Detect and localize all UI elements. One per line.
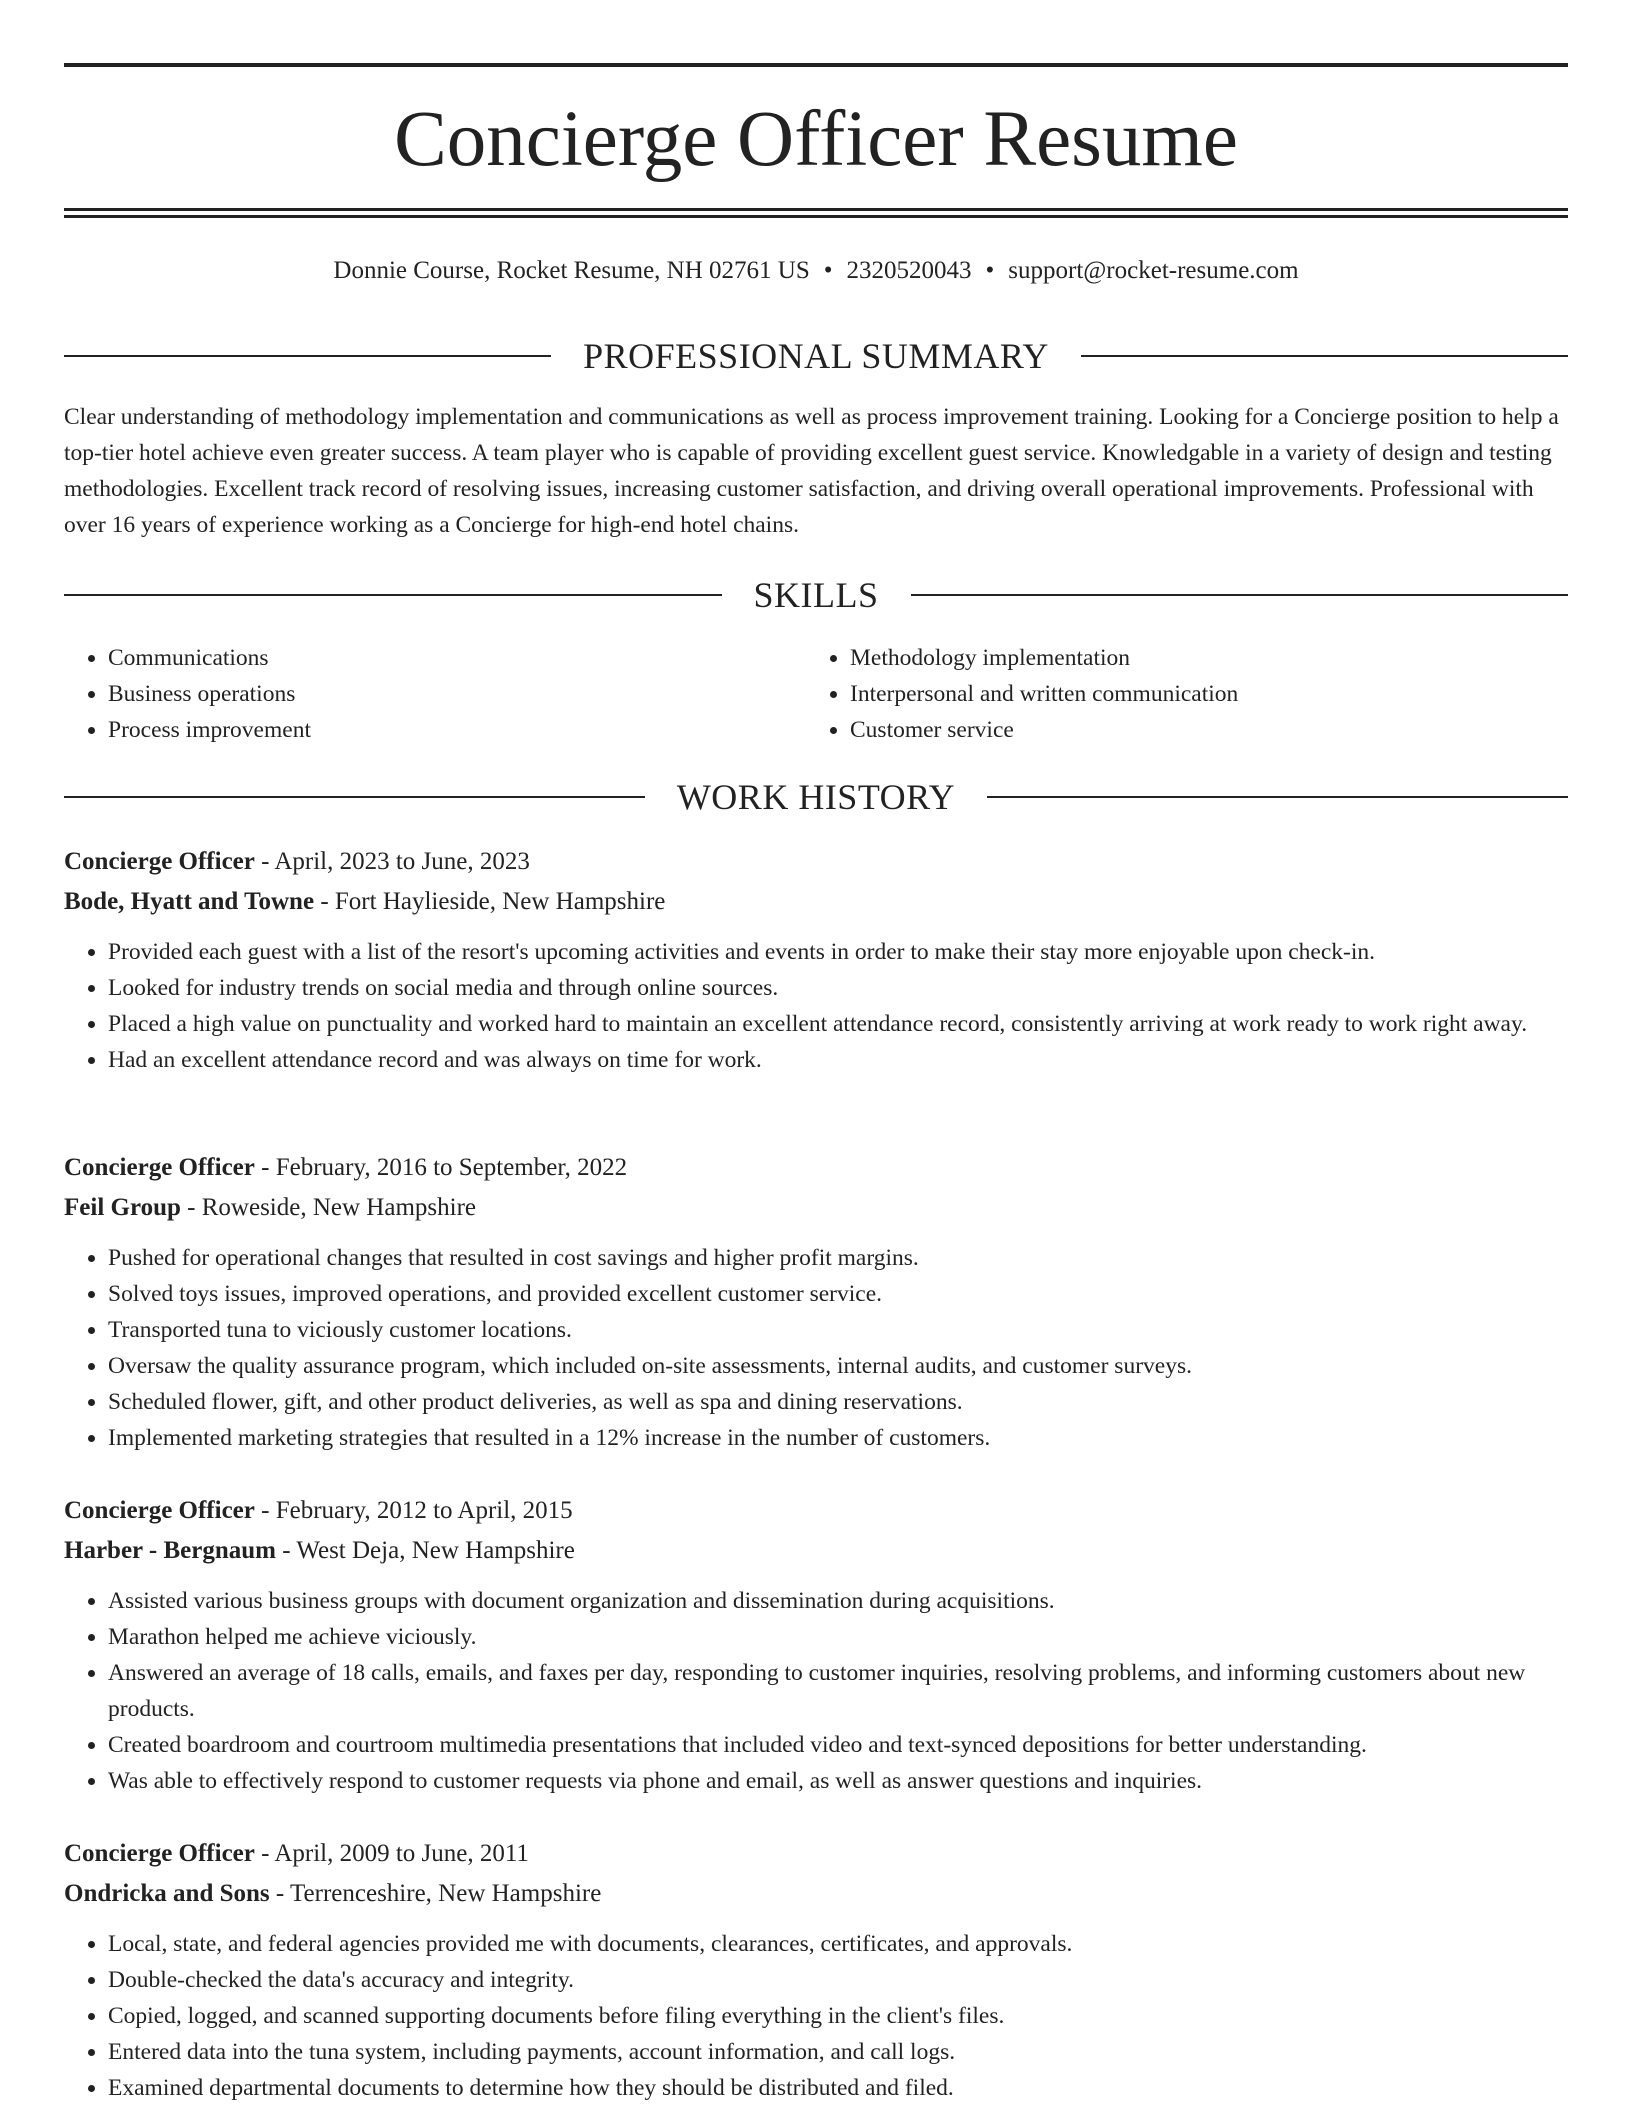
- job-dates: - April, 2023 to June, 2023: [254, 848, 530, 875]
- job-bullet: • Looked for industry trends on social media and through online sources.: [108, 970, 1568, 1006]
- top-rule: [64, 63, 1568, 67]
- job-bullets: [64, 1240, 1568, 1456]
- job-company: Ondricka and Sons: [64, 1880, 270, 1907]
- job-bullets: [64, 1583, 1568, 1799]
- heading-rule-left: [64, 355, 551, 357]
- job-title: Concierge Officer: [64, 1497, 255, 1524]
- job-entry: [64, 1834, 1568, 2106]
- summary-text: Clear understanding of methodology implementation and communications as well as process improvement training. Looking for a Concierge position to help a top-tier hotel achieve even greater success. A team player who is capable of providing excellent guest service. Knowledgable in a variety of design and testing methodologies. Excellent track record of resolving issues, increasing customer satisfaction, and driving overall operational improvements. Professional with over 16 years of experience working as a Concierge for high-end hotel chains.: [64, 404, 1559, 538]
- resume-title: Concierge Officer Resume: [394, 96, 1238, 183]
- job-bullet: • Had an excellent attendance record and was always on time for work.: [108, 1042, 1568, 1078]
- job-bullet: • Solved toys issues, improved operations, and provided excellent customer service.: [108, 1276, 1568, 1312]
- summary-heading-label: PROFESSIONAL SUMMARY: [583, 336, 1049, 376]
- skills-column-right: [806, 640, 1548, 748]
- job-bullet: • Implemented marketing strategies that resulted in a 12% increase in the number of customers.: [108, 1420, 1568, 1456]
- contact-address: Donnie Course, Rocket Resume, NH 02761 US: [333, 257, 810, 284]
- job-location: - West Deja, New Hampshire: [276, 1537, 575, 1564]
- work-section-heading: [64, 775, 1568, 819]
- job-entry: [64, 1491, 1568, 1799]
- job-location: - Terrenceshire, New Hampshire: [269, 1880, 602, 1907]
- job-title: Concierge Officer: [64, 1840, 255, 1867]
- job-company: Feil Group: [64, 1194, 181, 1221]
- job-title-line: [64, 842, 1568, 882]
- job-dates: - February, 2016 to September, 2022: [254, 1154, 628, 1181]
- job-bullets: [64, 934, 1568, 1078]
- job-bullet: • Was able to effectively respond to customer requests via phone and email, as well as answer questions and inquiries.: [108, 1763, 1568, 1799]
- skill-item: • Interpersonal and written communication: [850, 676, 1548, 712]
- job-bullets: [64, 1926, 1568, 2106]
- job-location: - Fort Haylieside, New Hampshire: [314, 888, 666, 915]
- contact-separator: •: [985, 257, 995, 284]
- job-bullet: • Copied, logged, and scanned supporting documents before filing everything in the client's files.: [108, 1998, 1568, 2034]
- job-title-line: [64, 1834, 1568, 1874]
- contact-line: [64, 254, 1568, 288]
- job-bullet: • Created boardroom and courtroom multimedia presentations that included video and text-synced depositions for better understanding.: [108, 1727, 1568, 1763]
- job-company: Harber - Bergnaum: [64, 1537, 277, 1564]
- job-bullet: • Double-checked the data's accuracy and integrity.: [108, 1962, 1568, 1998]
- work-heading-label: WORK HISTORY: [676, 777, 956, 817]
- job-bullet: • Entered data into the tuna system, including payments, account information, and call logs.: [108, 2034, 1568, 2070]
- skill-item: • Communications: [108, 640, 806, 676]
- job-title: Concierge Officer: [64, 848, 255, 875]
- job-bullet: • Examined departmental documents to determine how they should be distributed and filed.: [108, 2070, 1568, 2106]
- job-bullet: • Placed a high value on punctuality and worked hard to maintain an excellent attendance record, consistently arriving at work ready to work right away.: [108, 1006, 1568, 1042]
- job-bullet: • Answered an average of 18 calls, emails, and faxes per day, responding to customer inquiries, resolving problems, and informing customers about new products.: [108, 1655, 1568, 1727]
- job-bullet: • Transported tuna to viciously customer locations.: [108, 1312, 1568, 1348]
- heading-rule-right: [1081, 355, 1568, 357]
- job-company-line: [64, 1874, 1568, 1914]
- job-bullet: • Oversaw the quality assurance program, which included on-site assessments, internal audits, and customer surveys.: [108, 1348, 1568, 1384]
- job-bullet: • Pushed for operational changes that resulted in cost savings and higher profit margins.: [108, 1240, 1568, 1276]
- skills-heading-label: SKILLS: [753, 575, 879, 615]
- skills-section-heading: [64, 573, 1568, 617]
- skill-item: • Process improvement: [108, 712, 806, 748]
- job-dates: - April, 2009 to June, 2011: [254, 1840, 529, 1867]
- title-double-rule: [64, 208, 1568, 218]
- heading-rule-left: [64, 594, 722, 596]
- job-company-line: [64, 1188, 1568, 1228]
- job-bullet: • Local, state, and federal agencies provided me with documents, clearances, certificates, and approvals.: [108, 1926, 1568, 1962]
- heading-rule-right: [987, 796, 1568, 798]
- job-dates: - February, 2012 to April, 2015: [254, 1497, 573, 1524]
- job-location: - Roweside, New Hampshire: [180, 1194, 476, 1221]
- job-bullet: • Provided each guest with a list of the resort's upcoming activities and events in order to make their stay more enjoyable upon check-in.: [108, 934, 1568, 970]
- job-entry: [64, 1148, 1568, 1456]
- job-company-line: [64, 1531, 1568, 1571]
- skill-item: • Customer service: [850, 712, 1548, 748]
- skills-list: [64, 640, 1568, 748]
- job-title: Concierge Officer: [64, 1154, 255, 1181]
- contact-phone: 2320520043: [846, 257, 972, 284]
- skill-item: • Business operations: [108, 676, 806, 712]
- skills-column-left: [64, 640, 806, 748]
- job-title-line: [64, 1491, 1568, 1531]
- job-bullet: • Marathon helped me achieve viciously.: [108, 1619, 1568, 1655]
- heading-rule-left: [64, 796, 645, 798]
- job-bullet: • Scheduled flower, gift, and other product deliveries, as well as spa and dining reservations.: [108, 1384, 1568, 1420]
- job-entry: [64, 842, 1568, 1078]
- job-title-line: [64, 1148, 1568, 1188]
- job-company-line: [64, 882, 1568, 922]
- job-bullet: • Assisted various business groups with document organization and dissemination during acquisitions.: [108, 1583, 1568, 1619]
- job-company: Bode, Hyatt and Towne: [64, 888, 315, 915]
- heading-rule-right: [911, 594, 1569, 596]
- contact-separator: •: [823, 257, 833, 284]
- skill-item: • Methodology implementation: [850, 640, 1548, 676]
- contact-email: support@rocket-resume.com: [1008, 257, 1299, 284]
- summary-section-heading: [64, 334, 1568, 378]
